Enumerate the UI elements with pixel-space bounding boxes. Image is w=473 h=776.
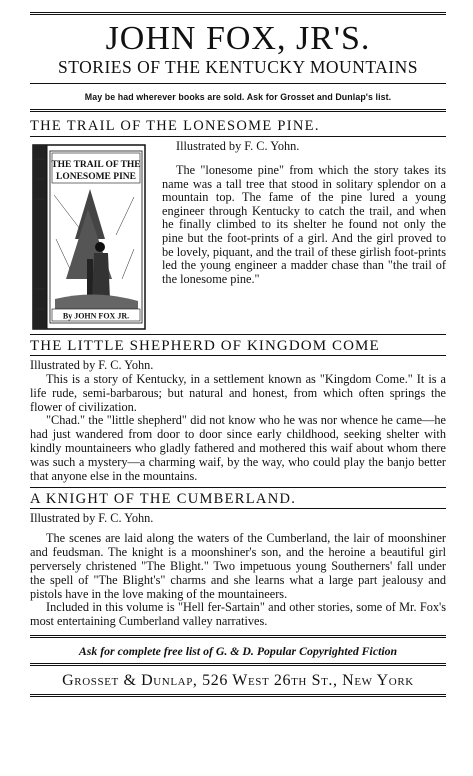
top-double-rule [30, 12, 446, 15]
section-text-knight-cumberland [30, 532, 446, 629]
section-rule [30, 334, 446, 335]
page-subtitle: STORIES OF THE KENTUCKY MOUNTAINS [58, 57, 418, 77]
paragraph: The scenes are laid along the waters of the Cumberland, the lair of moonshiner and feudsman. The knight is a moonshiner's son, and the heroine a beautiful girl perversely christened "The Blight." Two impetuous young Southerners' fall under the spell of "The Blight's" charms and she learns what a large part jealousy and pistols have in the love making of the mountaineers. [30, 531, 446, 601]
section-rule [30, 355, 446, 356]
subtitle-rule [30, 83, 446, 84]
section-rule [30, 508, 446, 509]
section-rule [30, 136, 446, 137]
section-rule [30, 487, 446, 488]
section-text-lonesome-pine [162, 139, 446, 333]
illustrator-credit: Illustrated by F. C. Yohn. [30, 358, 154, 372]
free-list-note: Ask for complete free list of G. & D. Popular Copyrighted Fiction [78, 643, 398, 658]
paragraph: The "lonesome pine" from which the story takes its name was a tall tree that stood in solitary splendor on a mountain top. The fame of the pine lured a young engineer through Kentucky to catch the trail, and when he finally climbed to its shelter he found not only the pine but the foot-prints of a girl. And the girl proved to be lovely, piquant, and the trail of these girlish foot-prints led the young engineer a madder chase than "the trail of the lonesome pine." [162, 163, 446, 286]
illustrator-credit: Illustrated by F. C. Yohn. [176, 139, 300, 153]
paragraph: Included in this volume is "Hell fer-Sartain" and other stories, some of Mr. Fox's most entertaining Cumberland valley narratives. [30, 600, 446, 629]
section-text-little-shepherd [30, 373, 446, 483]
section-heading-little-shepherd: THE LITTLE SHEPHERD OF KINGDOM COME [30, 338, 380, 354]
book-cover-title: THE TRAIL OF THE [51, 160, 141, 170]
book-cover-illustration [30, 139, 156, 333]
illustrator-credit: Illustrated by F. C. Yohn. [30, 511, 154, 526]
bottom-double-rule [30, 694, 446, 697]
paragraph: "Chad." the "little shepherd" did not know who he was nor whence he came—he had just wandered from door to door since early childhood, seeking shelter with kindly mountaineers who gladly fathered and mothered this waif about whom there was such a mystery—a charming waif, by the way, who could play the banjo better that anyone else in the mountains. [30, 413, 446, 483]
paragraph: This is a story of Kentucky, in a settlement known as "Kingdom Come." It is a life rude, semi-barbarous; but natural and honest, from which often springs the flower of civilization. [30, 372, 446, 414]
section-lonesome-pine [30, 139, 446, 333]
book-cover-author: By JOHN FOX JR. [62, 311, 130, 321]
page-title: JOHN FOX, JR'S. [105, 20, 371, 57]
footer-double-rule [30, 635, 446, 638]
section-heading-knight-cumberland: A KNIGHT OF THE CUMBERLAND. [30, 491, 297, 508]
svg-text:LONESOME PINE: LONESOME PINE [56, 172, 136, 182]
availability-note: May be had wherever books are sold. Ask for Grosset and Dunlap's list. [84, 92, 392, 103]
footer-double-rule [30, 663, 446, 666]
section-heading-lonesome-pine: THE TRAIL OF THE LONESOME PINE. [30, 118, 320, 134]
publisher-line: Grosset & Dunlap, 526 West 26th St., New York [62, 671, 414, 689]
advertisement-page [30, 12, 446, 697]
note-double-rule [30, 109, 446, 112]
